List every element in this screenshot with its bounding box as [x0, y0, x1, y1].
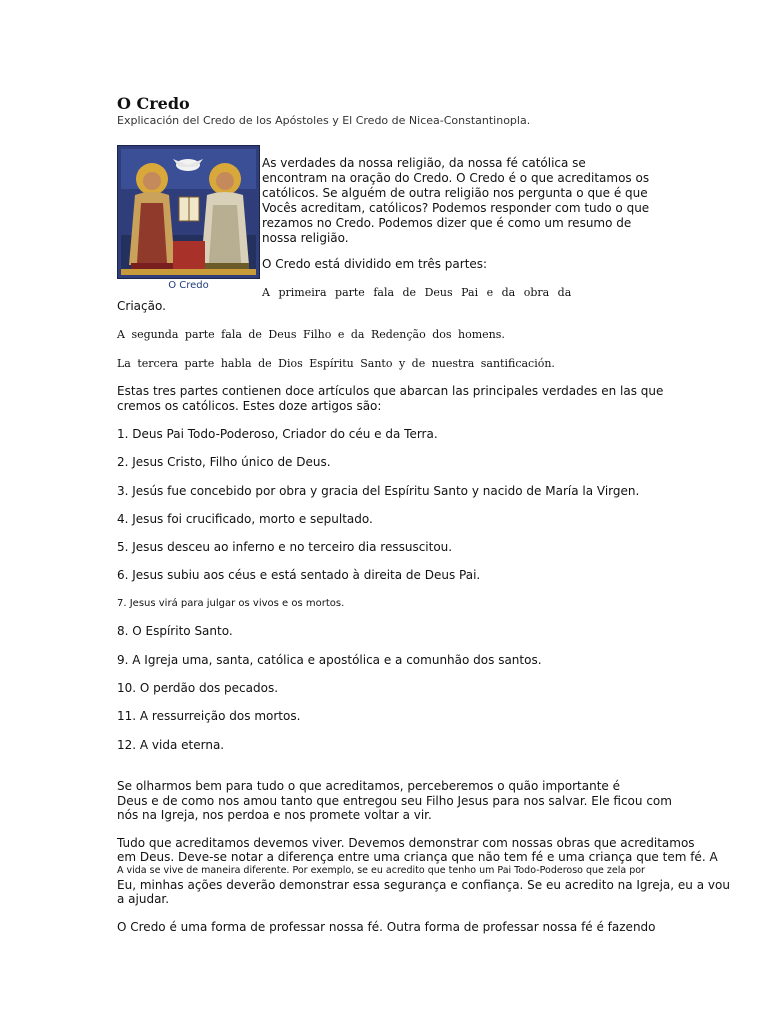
part-three-line — [117, 357, 555, 370]
part-two-text: A segunda parte fala de Deus Filho e da Redenção dos homens. — [117, 328, 505, 341]
article-item: 4. Jesus foi crucificado, morto e sepultado. — [117, 512, 373, 526]
closing-paragraph-line: A vida se vive de maneira diferente. Por exemplo, se eu acredito que tenho um Pai Todo-Poderoso que zela por — [117, 865, 645, 876]
article-item: 12. A vida eterna. — [117, 738, 225, 752]
divided-text: O Credo está dividido em três partes: — [262, 257, 488, 271]
article-item: 8. O Espírito Santo. — [117, 624, 233, 638]
article-item: 5. Jesus desceu ao inferno e no terceiro dia ressuscitou. — [117, 540, 453, 554]
trinity-painting — [117, 145, 260, 279]
intro-line: rezamos no Credo. Podemos dizer que é como um resumo de — [262, 216, 632, 230]
articles-intro-line-1: Estas tres partes contienen doce artículos que abarcan las principales verdades en las que — [117, 384, 664, 398]
article-item: 3. Jesús fue concebido por obra y gracia del Espíritu Santo y nacido de María la Virgen. — [117, 484, 640, 498]
closing-paragraph-line: Se olharmos bem para tudo o que acreditamos, perceberemos o quão importante é — [117, 779, 620, 793]
article-item: 9. A Igreja uma, santa, católica e apostólica e a comunhão dos santos. — [117, 653, 542, 667]
closing-paragraph-line: a ajudar. — [117, 892, 170, 906]
part-three-text: La tercera parte habla de Dios Espíritu Santo y de nuestra santificación. — [117, 357, 555, 370]
intro-line: encontram na oração do Credo. O Credo é o que acreditamos os — [262, 171, 650, 185]
image-caption: O Credo — [168, 280, 209, 291]
intro-paragraph — [262, 156, 649, 246]
article-item: 7. Jesus virá para julgar os vivos e os mortos. — [117, 598, 345, 609]
article-item: 11. A ressurreição dos mortos. — [117, 709, 301, 723]
closing-paragraph-line: Deus e de como nos amou tanto que entregou seu Filho Jesus para nos salvar. Ele ficou com — [117, 794, 672, 808]
page-title: O Credo — [117, 94, 190, 113]
closing-paragraph-line: em Deus. Deve-se notar a diferença entre uma criança que não tem fé e uma criança que tem fé. A — [117, 850, 718, 864]
part-one-text: A primeira parte fala de Deus Pai e da obra da — [262, 286, 572, 299]
article-item: 10. O perdão dos pecados. — [117, 681, 279, 695]
intro-line: Vocês acreditam, católicos? Podemos responder com tudo o que — [262, 201, 650, 215]
article-item: 1. Deus Pai Todo-Poderoso, Criador do céu e da Terra. — [117, 427, 438, 441]
closing-paragraph-line: nós na Igreja, nos perdoa e nos promete voltar a vir. — [117, 808, 432, 822]
articles-intro-line-2: cremos os católicos. Estes doze artigos são: — [117, 399, 382, 413]
part-one-continued: Criação. — [117, 299, 166, 313]
closing-paragraph-line: O Credo é uma forma de professar nossa fé. Outra forma de professar nossa fé é fazendo — [117, 920, 656, 934]
closing-paragraph-line: Tudo que acreditamos devemos viver. Devemos demonstrar com nossas obras que acreditamos — [117, 836, 695, 850]
intro-line: As verdades da nossa religião, da nossa fé católica se — [262, 156, 586, 170]
closing-paragraph-line: Eu, minhas ações deverão demonstrar essa segurança e confiança. Se eu acredito na Igreja, eu a vou — [117, 878, 730, 892]
article-item: 6. Jesus subiu aos céus e está sentado à direita de Deus Pai. — [117, 568, 481, 582]
page-subtitle: Explicación del Credo de los Apóstoles y El Credo de Nicea-Constantinopla. — [117, 114, 531, 127]
intro-line: nossa religião. — [262, 231, 349, 245]
trinity-icon-image — [117, 145, 260, 279]
article-item: 2. Jesus Cristo, Filho único de Deus. — [117, 455, 331, 469]
intro-line: católicos. Se alguém de outra religião nos pergunta o que é que — [262, 186, 648, 200]
